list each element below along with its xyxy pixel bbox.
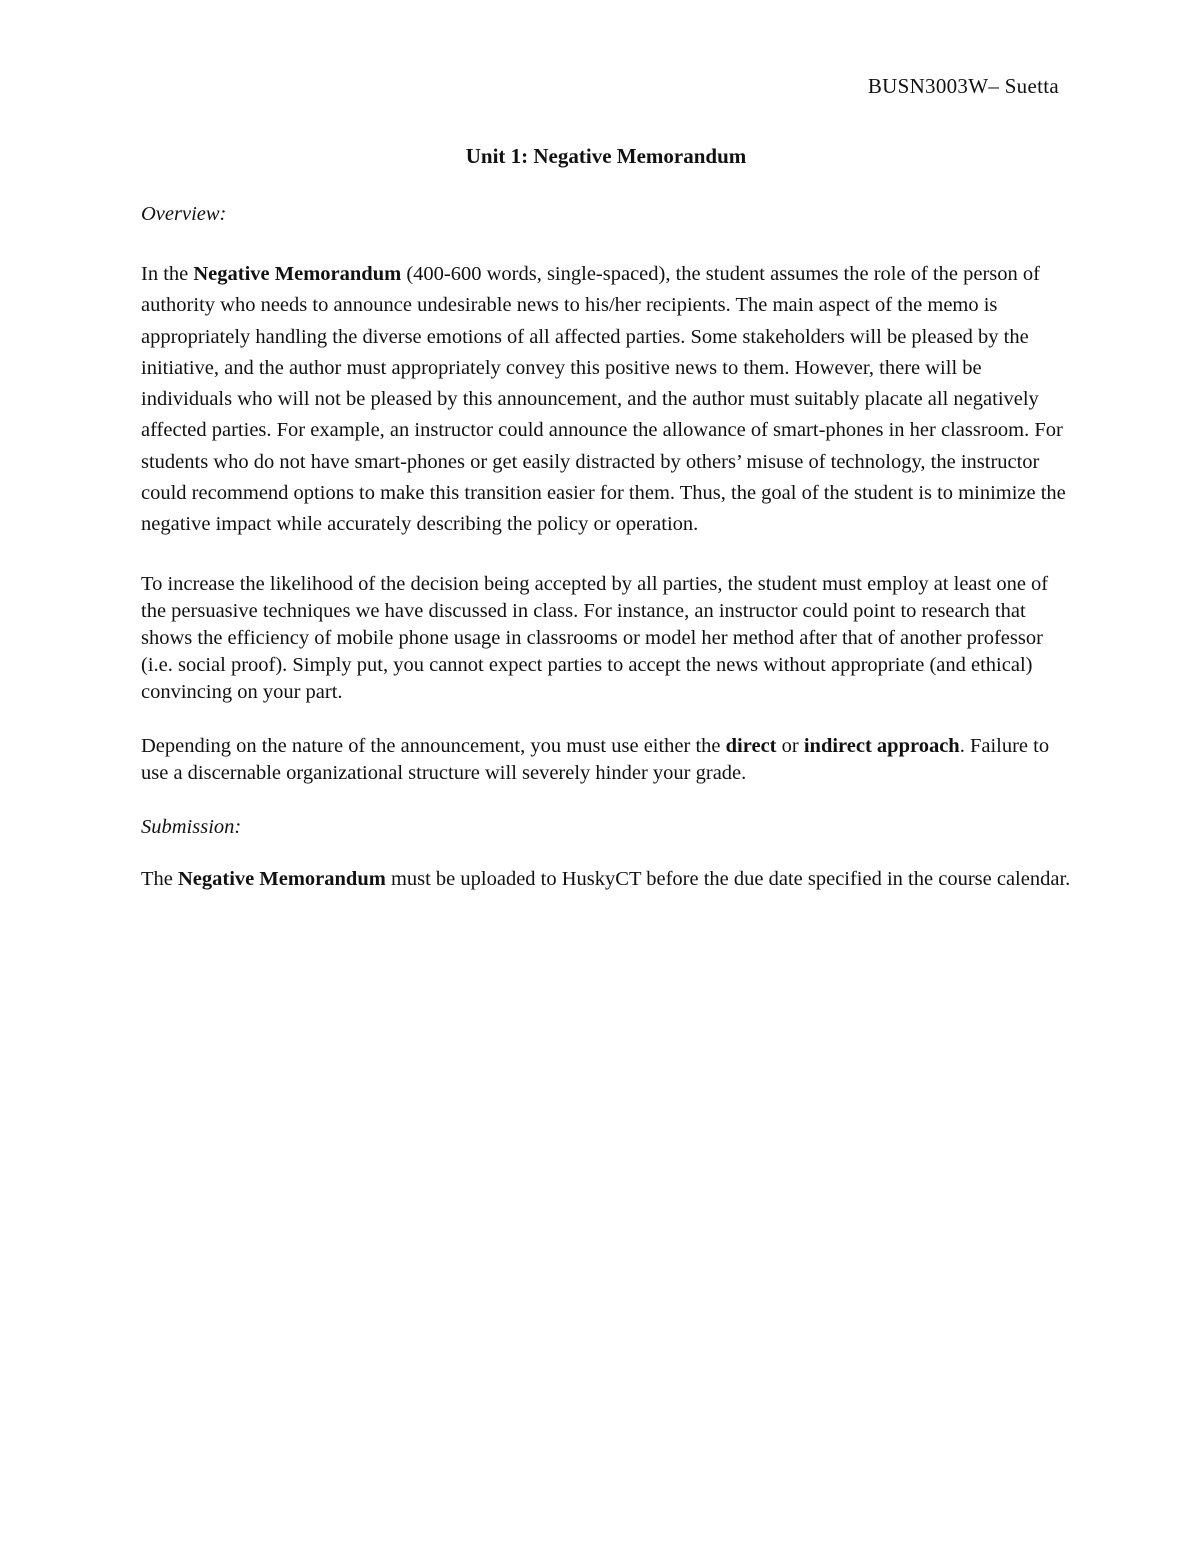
negative-memorandum-term: Negative Memorandum bbox=[178, 867, 386, 890]
direct-term: direct bbox=[725, 734, 777, 757]
submission-heading: Submission: bbox=[141, 815, 242, 838]
document-body bbox=[141, 141, 1071, 895]
overview-paragraph-3-text: Depending on the nature of the announcement, you must use either the bbox=[141, 734, 726, 757]
overview-paragraph-3-text: or bbox=[776, 734, 804, 757]
overview-paragraph-1-text: In the bbox=[141, 263, 194, 285]
submission-paragraph-text: The bbox=[141, 867, 178, 890]
overview-paragraph-1-text: (400-600 words, single-spaced), the student assumes the role of the person of authority who needs to announce undesirable news to his/her recipients. The main aspect of the memo is appropriately handling the diverse emotions of all affected parties. Some stakeholders will be pleased by the initiative, and the author must appropriately convey this positive news to them. However, there will be individuals who will not be pleased by this announcement, and the author must suitably placate all negatively affected parties. For example, an instructor could announce the allowance of smart-phones in her classroom. For students who do not have smart-phones or get easily distracted by others’ misuse of technology, the instructor could recommend options to make this transition easier for them. Thus, the goal of the student is to minimize the negative impact while accurately describing the policy or operation. bbox=[141, 263, 1066, 536]
overview-paragraph-1 bbox=[141, 259, 1071, 541]
running-header: BUSN3003W– Suetta bbox=[867, 74, 1059, 98]
negative-memorandum-term: Negative Memorandum bbox=[193, 263, 402, 285]
indirect-approach-term: indirect approach bbox=[803, 734, 960, 757]
submission-paragraph bbox=[141, 864, 1071, 895]
overview-heading: Overview: bbox=[141, 203, 227, 225]
overview-paragraph-2: To increase the likelihood of the decision being accepted by all parties, the student must employ at least one of the persuasive techniques we have discussed in class. For instance, an instructor could point to research that shows the efficiency of mobile phone usage in classrooms or model her method after that of another professor (i.e. social proof). Simply put, you cannot expect parties to accept the news without appropriate (and ethical) convincing on your part. bbox=[141, 572, 1049, 703]
overview-paragraph-3 bbox=[141, 733, 1071, 787]
overview-paragraph-3-text: . Failure to use a discernable organizational structure will severely hinder your grade. bbox=[141, 734, 1050, 784]
submission-paragraph-text: must be uploaded to HuskyCT before the due date specified in the course calendar. bbox=[385, 867, 1071, 890]
document-title: Unit 1: Negative Memorandum bbox=[465, 144, 747, 168]
